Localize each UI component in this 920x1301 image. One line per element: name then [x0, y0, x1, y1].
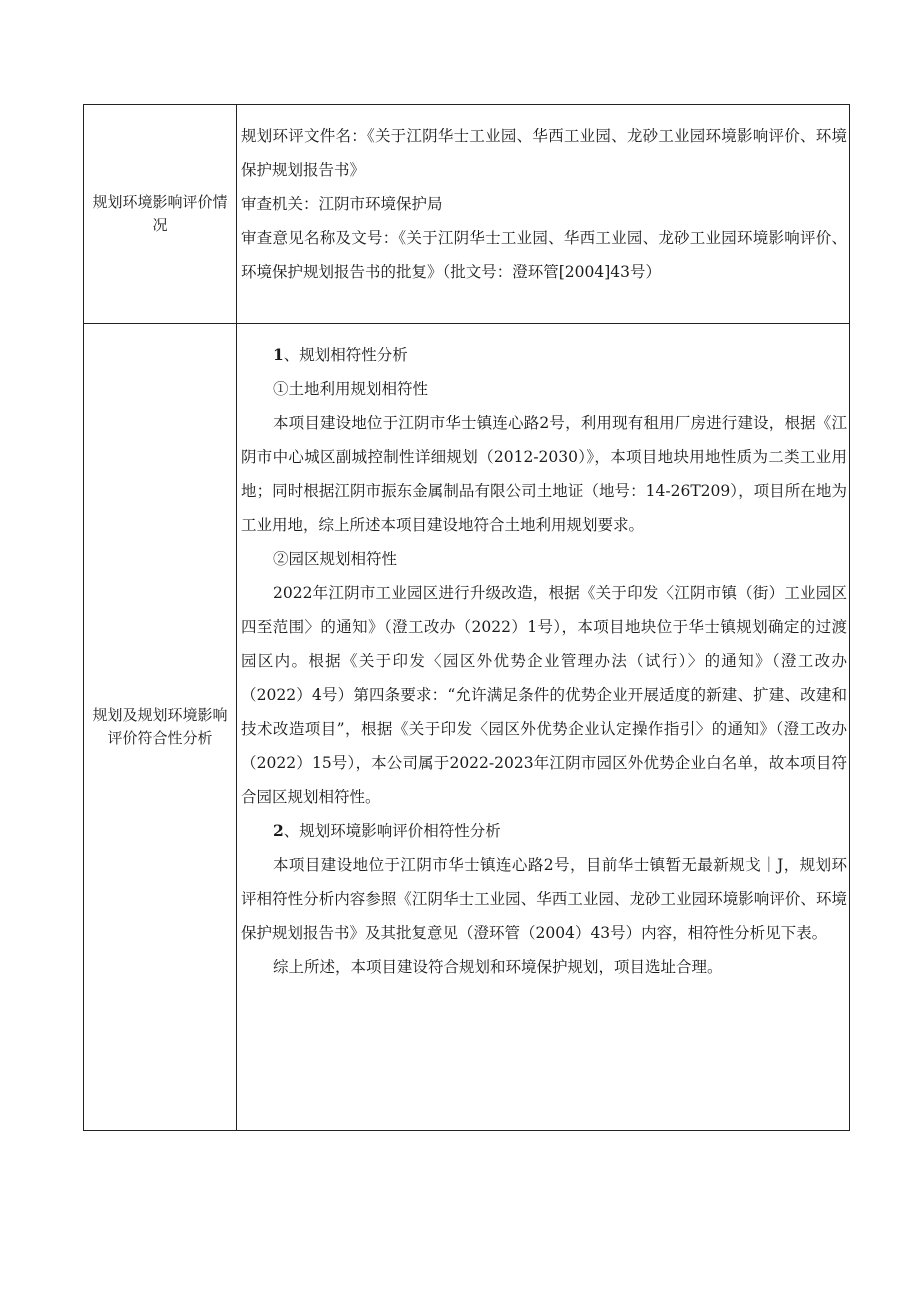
- section-heading-eia: [241, 814, 847, 848]
- paragraph-conclusion: 综上所述，本项目建设符合规划和环境保护规划，项目选址合理。: [273, 958, 723, 976]
- subheading-land-use: ①土地利用规划相符性: [273, 380, 429, 398]
- row-label-cell: [84, 105, 237, 324]
- document-table: [83, 104, 850, 1131]
- eia-review-opinion: 审查意见名称及文号：《关于江阴华士工业园、华西工业园、龙砂工业园环境影响评价、环境保护规划报告书的批复》（批文号：澄环管[2004]43号）: [241, 229, 847, 281]
- paragraph-eia: 本项目建设地位于江阴市华士镇连心路2号，目前华士镇暂无最新规戈｜J，规划环评相符性分析内容参照《江阴华士工业园、华西工业园、龙砂工业园环境影响评价、环境保护规划报告书》及其批复意见（澄环管（2004）43号）内容，相符性分析见下表。: [241, 856, 847, 942]
- eia-review-agency: 审查机关：江阴市环境保护局: [241, 195, 443, 213]
- section-heading-planning: [241, 338, 847, 372]
- content-cell-compliance: [237, 324, 850, 1131]
- row-label-compliance: 规划及规划环境影响评价符合性分析: [92, 706, 228, 747]
- heading-text: 、规划相符性分析: [283, 346, 408, 364]
- eia-file-name: 规划环评文件名：《关于江阴华士工业园、华西工业园、龙砂工业园环境影响评价、环境保护规划报告书》: [241, 127, 847, 179]
- table-row-planning-eia: [84, 105, 850, 324]
- paragraph-park: 2022年江阴市工业园区进行升级改造，根据《关于印发〈江阴市镇（街）工业园区四至范围〉的通知》（澄工改办（2022）1号），本项目地块位于华士镇规划确定的过渡园区内。根据《关于印发〈园区外优势企业管理办法（试行）〉的通知》（澄工改办（2022）4号）第四条要求：“允许满足条件的优势企业开展适度的新建、扩建、改建和技术改造项目”，根据《关于印发〈园区外优势企业认定操作指引〉的通知》（澄工改办（2022）15号），本公司属于2022-2023年江阴市园区外优势企业白名单，故本项目符合园区规划相符性。: [241, 584, 847, 806]
- subheading-park: ②园区规划相符性: [273, 550, 398, 568]
- heading-number: 2: [273, 821, 284, 840]
- table-row-compliance: [84, 324, 850, 1131]
- content-cell-planning-eia: [237, 105, 850, 324]
- row-label-planning-eia: 规划环境影响评价情况: [92, 193, 228, 234]
- heading-text: 、规划环境影响评价相符性分析: [283, 822, 501, 840]
- heading-number: 1: [273, 345, 284, 364]
- row-label-cell: [84, 324, 237, 1131]
- paragraph-land-use: 本项目建设地位于江阴市华士镇连心路2号，利用现有租用厂房进行建设，根据《江阴市中心城区副城控制性详细规划（2012-2030）》，本项目地块用地性质为二类工业用地；同时根据江阴市振东金属制品有限公司土地证（地号：14-26T209），项目所在地为工业用地，综上所述本项目建设地符合土地利用规划要求。: [241, 414, 847, 534]
